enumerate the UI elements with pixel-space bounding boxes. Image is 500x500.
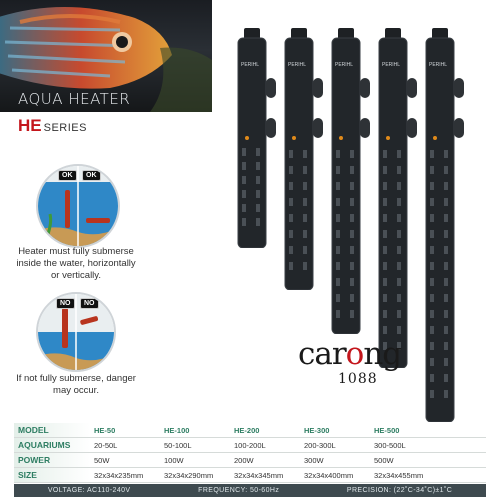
spec-cell: 32x34x290mm — [164, 470, 214, 480]
spec-cell: 200W — [234, 455, 254, 465]
heater-he-50-graphic — [232, 28, 278, 248]
series-suffix: SERIES — [43, 122, 87, 134]
spec-row-label: POWER — [14, 453, 90, 467]
watermark-part2: o — [345, 336, 364, 372]
spec-cell: 50W — [94, 455, 110, 465]
spec-header-label: MODEL — [14, 423, 90, 437]
spec-header-row — [14, 423, 486, 438]
spec-row-label: SIZE — [14, 468, 90, 482]
watermark-number: 1088 — [338, 371, 378, 387]
heater-he-500-graphic — [420, 28, 466, 422]
watermark-part3: ng — [363, 336, 402, 372]
hero-title: AQUA HEATER — [18, 90, 131, 108]
spec-footer-bar — [14, 484, 486, 497]
frequency-text: FREQUENCY: 50-60Hz — [198, 487, 280, 494]
spec-row-aquariums — [14, 438, 486, 453]
spec-header-cell: HE-200 — [234, 425, 260, 435]
heater-he-500 — [420, 28, 466, 427]
spec-cell: 32x34x235mm — [94, 470, 144, 480]
spec-row-size — [14, 468, 486, 483]
series-title — [18, 116, 87, 136]
spec-cell: 100-200L — [234, 440, 266, 450]
spec-header-cell: HE-100 — [164, 425, 190, 435]
spec-header-cell: HE-500 — [374, 425, 400, 435]
spec-cell: 200-300L — [304, 440, 336, 450]
no-badge-right: NO — [80, 298, 99, 309]
voltage-text: VOLTAGE: AC110-240V — [47, 487, 131, 494]
heater-he-300-brand: PERIHL — [382, 62, 401, 68]
hero-fish-image — [0, 0, 212, 112]
spec-cell: 32x34x455mm — [374, 470, 424, 480]
spec-cell: 20-50L — [94, 440, 118, 450]
precision-text: PRECISION: (22˚C-34˚C)±1˚C — [346, 487, 453, 494]
heater-he-100-brand: PERIHL — [288, 62, 307, 68]
aquarium-ok-illustration — [38, 166, 118, 246]
spec-cell: 300W — [304, 455, 324, 465]
series-prefix: HE — [18, 116, 42, 135]
heater-he-200 — [326, 28, 372, 339]
correct-placement-diagram — [36, 164, 120, 248]
correct-placement-caption: Heater must fully submerse inside the water, horizontally or vertically. — [16, 246, 136, 281]
heater-he-500-brand: PERIHL — [429, 62, 448, 68]
spec-cell: 300-500L — [374, 440, 406, 450]
spec-cell: 50-100L — [164, 440, 192, 450]
aquarium-no-illustration — [38, 294, 114, 370]
spec-cell: 500W — [374, 455, 394, 465]
spec-table — [14, 423, 486, 483]
heater-he-100 — [279, 28, 325, 295]
heater-he-50-brand: PERIHL — [241, 62, 260, 68]
spec-row-label: AQUARIUMS — [14, 438, 90, 452]
spec-cell: 32x34x400mm — [304, 470, 354, 480]
heater-he-50 — [232, 28, 278, 253]
heater-he-200-graphic — [326, 28, 372, 334]
ok-badge-left: OK — [58, 170, 77, 181]
heater-he-300 — [373, 28, 419, 373]
incorrect-placement-diagram — [36, 292, 116, 372]
no-badge-left: NO — [56, 298, 75, 309]
spec-header-cell: HE-300 — [304, 425, 330, 435]
incorrect-placement-caption: If not fully submerse, danger may occur. — [16, 373, 136, 396]
spec-cell: 32x34x345mm — [234, 470, 284, 480]
watermark-logo — [298, 336, 401, 372]
spec-header-cell: HE-50 — [94, 425, 116, 435]
ok-badge-right: OK — [82, 170, 101, 181]
heater-he-300-graphic — [373, 28, 419, 368]
heater-he-100-graphic — [279, 28, 325, 290]
spec-row-power — [14, 453, 486, 468]
heater-he-200-brand: PERIHL — [335, 62, 354, 68]
watermark-part1: car — [298, 336, 346, 372]
spec-cell: 100W — [164, 455, 184, 465]
